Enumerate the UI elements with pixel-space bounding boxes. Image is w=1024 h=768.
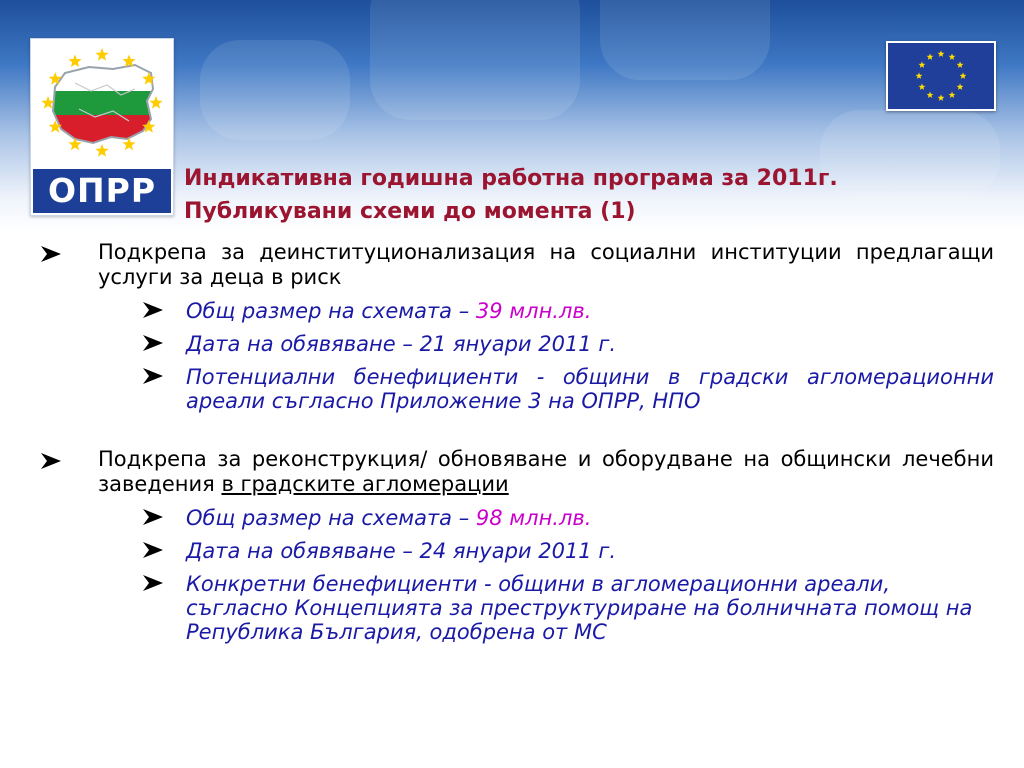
bullet-text: Подкрепа за деинституционализация на социални институции предлагащи услуги за деца в риск — [98, 240, 994, 289]
bullet-level2 — [36, 572, 994, 644]
arrowhead-bullet-icon — [142, 301, 164, 319]
star-icon — [149, 96, 162, 109]
puzzle-shape-decoration — [600, 0, 770, 80]
bullet-text: Потенциални бенефициенти - общини в градски агломерационни ареали съгласно Приложение 3 на ОПРР, НПО — [186, 365, 994, 413]
puzzle-shape-decoration — [200, 40, 350, 140]
arrowhead-bullet-icon — [142, 334, 164, 352]
arrowhead-bullet-icon — [142, 574, 164, 592]
bullet-text: Дата на обявяване – 21 януари 2011 г. — [186, 332, 617, 356]
bullet-level2 — [36, 299, 994, 323]
arrowhead-bullet-icon — [40, 245, 62, 263]
bullet-text: Конкретни бенефициенти - общини в агломерационни ареали, съгласно Концепцията за преструктуриране на болничната помощ на Република България, одобрена от МС — [186, 572, 973, 644]
amount-value: 39 млн.лв. — [475, 299, 592, 323]
amount-value: 98 млн.лв. — [475, 506, 592, 530]
bullet-level1 — [36, 240, 994, 290]
bullet-text: Общ размер на схемата – — [186, 506, 476, 530]
star-icon — [68, 54, 81, 67]
bullet-text: Дата на обявяване – 24 януари 2011 г. — [186, 539, 617, 563]
title-line-2: Публикувани схеми до момента (1) — [184, 199, 636, 224]
puzzle-shape-decoration — [370, 0, 580, 120]
eu-flag-icon — [886, 41, 996, 111]
bullet-level2 — [36, 539, 994, 563]
bulgaria-map-logo-icon — [31, 39, 173, 169]
bullet-text: Подкрепа за реконструкция/ обновяване и оборудване на общински лечебни заведения — [98, 447, 994, 496]
slide-title — [184, 162, 984, 228]
arrowhead-bullet-icon — [142, 541, 164, 559]
bullet-level2 — [36, 332, 994, 356]
underlined-text: в градските агломерации — [221, 472, 509, 496]
title-line-1: Индикативна годишна работна програма за 2011г. — [184, 166, 838, 191]
star-icon — [95, 48, 108, 61]
arrowhead-bullet-icon — [142, 508, 164, 526]
bullet-level1 — [36, 447, 994, 497]
bullet-level2 — [36, 365, 994, 413]
logo-text: ОПРР — [33, 169, 171, 213]
opr-logo — [30, 38, 174, 216]
arrowhead-bullet-icon — [40, 452, 62, 470]
bullet-text: Общ размер на схемата – — [186, 299, 476, 323]
arrowhead-bullet-icon — [142, 367, 164, 385]
slide-content — [36, 240, 994, 644]
bullet-level2 — [36, 506, 994, 530]
star-icon — [95, 144, 108, 157]
